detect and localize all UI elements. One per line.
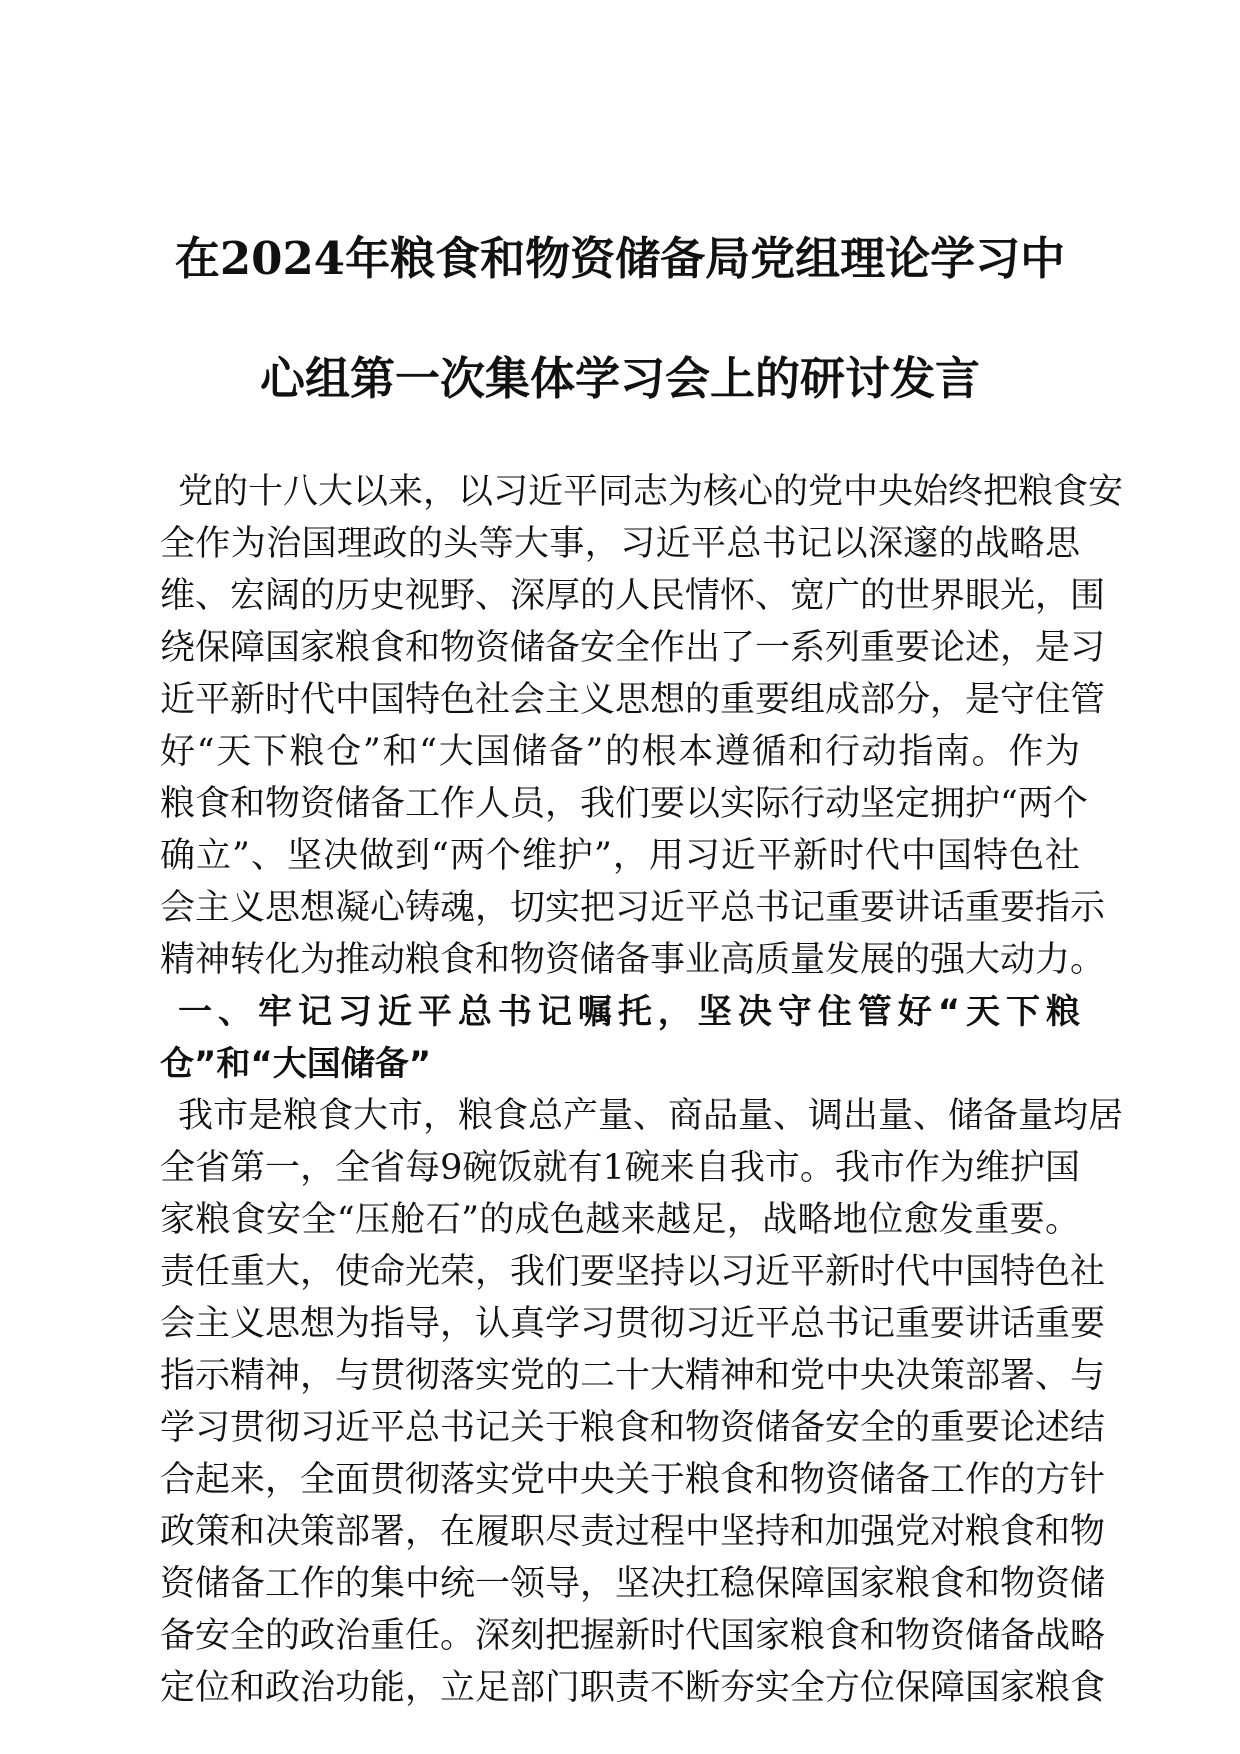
body-text-line: 绕保障国家粮食和物资储备安全作出了一系列重要论述，是习 [160,628,1106,668]
body-text-line: 家粮食安全“压舱石”的成色越来越足，战略地位愈发重要。 [160,1200,1080,1240]
body-text-line: 维、宏阔的历史视野、深厚的人民情怀、宽广的世界眼光，围 [160,576,1106,616]
body-text-line: 全省第一，全省每9碗饭就有1碗来自我市。我市作为维护国 [160,1148,1080,1188]
body-text-line: 全作为治国理政的头等大事，习近平总书记以深邃的战略思 [160,524,1080,564]
body-text-line: 备安全的政治重任。深刻把握新时代国家粮食和物资储备战略 [160,1616,1106,1656]
section-heading-line-2: 仓”和“大国储备” [160,1044,432,1084]
body-text-line: 我市是粮食大市，粮食总产量、商品量、调出量、储备量均居 [178,1096,1124,1136]
body-text-line: 粮食和物资储备工作人员，我们要以实际行动坚定拥护“两个 [160,784,1088,824]
body-text-line: 指示精神，与贯彻落实党的二十大精神和党中央决策部署、与 [160,1356,1106,1396]
document-title-line-1: 在2024年粮食和物资储备局党组理论学习中 [174,232,1066,285]
body-text-line: 党的十八大以来，以习近平同志为核心的党中央始终把粮食安 [178,472,1124,512]
body-text-line: 定位和政治功能，立足部门职责不断夯实全方位保障国家粮食 [160,1668,1106,1708]
body-text-line: 学习贯彻习近平总书记关于粮食和物资储备安全的重要论述结 [160,1408,1106,1448]
body-text-line: 会主义思想凝心铸魂，切实把习近平总书记重要讲话重要指示 [160,888,1106,928]
body-text-line: 会主义思想为指导，认真学习贯彻习近平总书记重要讲话重要 [160,1304,1106,1344]
body-text-line: 确立”、坚决做到“两个维护”，用习近平新时代中国特色社 [160,836,1080,876]
body-text-line: 好“天下粮仓”和“大国储备”的根本遵循和行动指南。作为 [160,732,1080,772]
body-text-line: 资储备工作的集中统一领导，坚决扛稳保障国家粮食和物资储 [160,1564,1106,1604]
body-text-line: 政策和决策部署，在履职尽责过程中坚持和加强党对粮食和物 [160,1512,1106,1552]
body-text-line: 近平新时代中国特色社会主义思想的重要组成部分，是守住管 [160,680,1106,720]
document-title-line-2: 心组第一次集体学习会上的研讨发言 [259,352,980,405]
body-text-line: 责任重大，使命光荣，我们要坚持以习近平新时代中国特色社 [160,1252,1106,1292]
body-text-line: 合起来，全面贯彻落实党中央关于粮食和物资储备工作的方针 [160,1460,1106,1500]
body-text-line: 精神转化为推动粮食和物资储备事业高质量发展的强大动力。 [160,940,1106,980]
section-heading-line-1: 一、牢记习近平总书记嘱托，坚决守住管好“天下粮 [178,992,1080,1032]
